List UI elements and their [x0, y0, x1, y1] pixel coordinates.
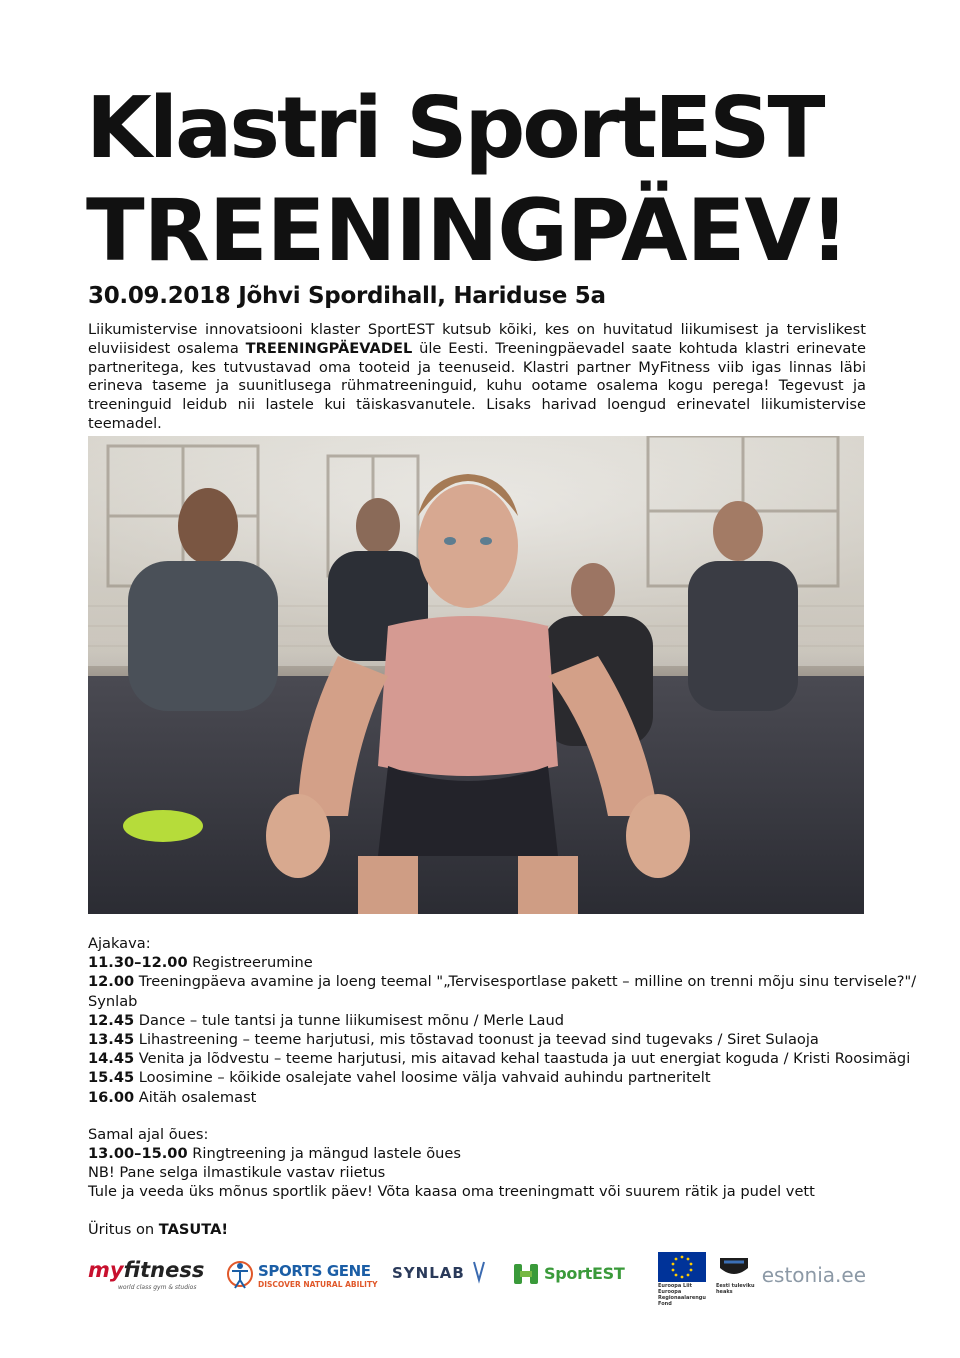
schedule-time: 12.00: [88, 973, 135, 991]
sportest-logo: [512, 1252, 632, 1298]
schedule-time: 12.45: [88, 1011, 135, 1029]
schedule-item: [88, 1011, 878, 1030]
schedule-item: [88, 1049, 911, 1068]
schedule-item: [88, 1088, 878, 1107]
free-entry: [88, 1220, 878, 1239]
schedule-time: 11.30–12.00: [88, 954, 188, 972]
workout-photo: [88, 436, 864, 914]
myfitness-wordmark: [88, 1258, 204, 1282]
estonia-logo: [756, 1252, 866, 1298]
synlab-name: SYNLAB: [392, 1264, 465, 1282]
eu-flag-icon: [658, 1252, 706, 1282]
myfitness-my: my: [88, 1258, 124, 1282]
outdoor-activity: Ringtreening ja mängud lastele õues: [187, 1145, 461, 1163]
intro-paragraph: [88, 321, 866, 434]
eu-funding-logo: [658, 1252, 768, 1307]
sportsgene-tagline: DISCOVER NATURAL ABILITY: [258, 1280, 378, 1289]
schedule-time: 13.45: [88, 1031, 135, 1049]
free-label: Üritus on: [88, 1220, 159, 1238]
title-line-2: TREENINGPÄEV!: [86, 181, 849, 281]
schedule-item: [88, 992, 878, 1011]
sportsgene-name: SPORTS GENE: [258, 1262, 371, 1280]
schedule-text: Loosimine – kõikide osalejate vahel loosime välja vahvaid auhindu partneritelt: [134, 1069, 711, 1087]
myfitness-tagline: world class gym & studios: [118, 1284, 197, 1291]
schedule-text: Aitäh osalemast: [134, 1088, 257, 1106]
schedule-text: Dance – tule tantsi ja tunne liikumisest mõnu / Merle Laud: [134, 1011, 565, 1029]
outdoor-item: [88, 1144, 878, 1163]
schedule-text: Treeningpäeva avamine ja loeng teemal "„Tervisesportlase pakett – milline on trenni mõju sinu tervisele?"/: [134, 973, 917, 991]
schedule-text: Venita ja lõdvestu – teeme harjutusi, mis aitavad kehal taastuda ja uut energiat koguda / Kristi Roosimägi: [134, 1050, 911, 1068]
schedule-text: Lihastreening – teeme harjutusi, mis tõstavad toonust ja teevad sind tugevaks / Siret Sulaoja: [134, 1031, 819, 1049]
eas-text: Eesti tuleviku heaks: [716, 1283, 755, 1295]
intro-text-2: üle Eesti. Treeningpäevadel saate kohtuda klastri erinevate partneritega, kes tutvustavad oma tooteid ja teenuseid. Klastri partner MyFitness viib igas linnas läbi erineva taseme ja suunitlusega rühmatreeninguid, kuhu ootame osalema kogu perega! Tegevust ja treeninguid leidub nii lastele kui täiskasvanutele. Lisaks harivad loengud erinevatel liikumistervise teemadel.: [88, 339, 866, 432]
schedule-time: 14.45: [88, 1050, 135, 1068]
schedule-text: Registreerumine: [187, 954, 313, 972]
myfitness-logo: [88, 1252, 205, 1298]
intro-bold: TREENINGPÄEVADEL: [245, 339, 413, 357]
free-value: TASUTA!: [158, 1220, 229, 1238]
sportest-mark-icon: [512, 1260, 540, 1288]
sportsgene-figure-icon: [226, 1258, 254, 1294]
outdoor-time: 13.00–15.00: [88, 1145, 188, 1163]
sportsgene-logo: [226, 1252, 378, 1298]
synlab-logo: [392, 1252, 492, 1298]
schedule-item: [88, 953, 878, 972]
outdoor-heading: Samal ajal õues:: [88, 1125, 209, 1143]
estonia-name: estonia.ee: [761, 1263, 866, 1287]
schedule-time: 16.00: [88, 1088, 135, 1106]
intro-text-1: Liikumistervise innovatsiooni klaster SportEST kutsub kõiki, kes on huvitatud liikumisest ja tervislikest eluviisidest osalema: [88, 321, 866, 357]
schedule-heading: Ajakava:: [88, 935, 151, 952]
outdoor-note-bring: Tule ja veeda üks mõnus sportlik päev! Võta kaasa oma treeningmatt või suurem rätik ja pudel vett: [88, 1183, 815, 1201]
partner-logos: [88, 1252, 866, 1307]
myfitness-fitness: fitness: [123, 1258, 205, 1282]
title-line-1: Klastri SportEST: [86, 79, 823, 178]
schedule-item: [88, 972, 917, 991]
event-date-location: 30.09.2018 Jõhvi Spordihall, Hariduse 5a: [88, 283, 606, 309]
eas-emblem-icon: [716, 1254, 752, 1280]
schedule-section: [88, 934, 917, 1239]
synlab-mark-icon: [472, 1260, 486, 1284]
schedule-item: [88, 1030, 878, 1049]
schedule-text: Synlab: [88, 992, 138, 1010]
schedule-time: 15.45: [88, 1069, 135, 1087]
schedule-item: [88, 1068, 878, 1087]
outdoor-note-clothing: NB! Pane selga ilmastikule vastav riietus: [88, 1164, 386, 1182]
sportest-name: SportEST: [544, 1264, 625, 1283]
eu-text: Euroopa Liit Euroopa Regionaalarengu Fond: [658, 1283, 706, 1307]
